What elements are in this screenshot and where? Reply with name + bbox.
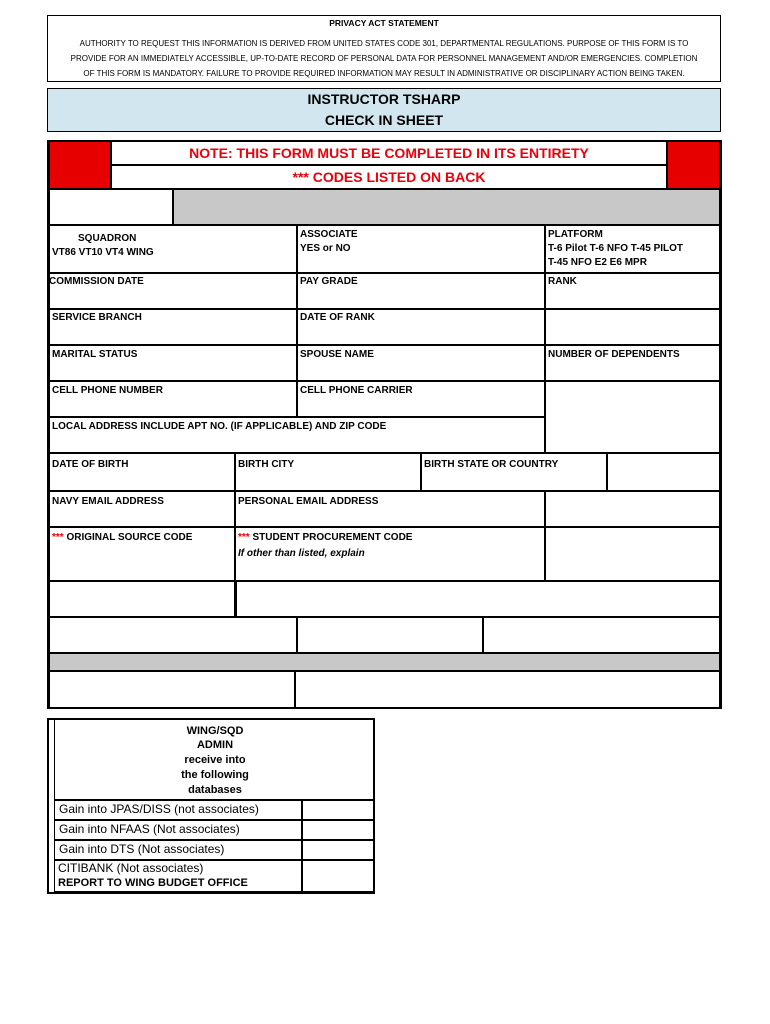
marital-status-label: MARITAL STATUS <box>52 349 138 360</box>
date-of-birth-label: DATE OF BIRTH <box>52 459 129 470</box>
platform-options-2: T-45 NFO E2 E6 MPR <box>548 257 647 268</box>
squadron-label: SQUADRON <box>78 233 137 244</box>
privacy-act-line-2: PROVIDE FOR AN IMMEDIATELY ACCESSIBLE, UP-TO-DATE RECORD OF PERSONAL DATA FOR PERSONNEL MANAGEMENT AND/OR EMERGENCIES. COMPLETION <box>70 54 698 63</box>
platform-label: PLATFORM <box>548 229 603 240</box>
db-check-nfaas[interactable] <box>302 820 374 840</box>
local-address-label: LOCAL ADDRESS INCLUDE APT NO. (IF APPLICABLE) AND ZIP CODE <box>52 421 387 432</box>
pay-grade-field[interactable] <box>297 273 545 309</box>
birth-state-label: BIRTH STATE OR COUNTRY <box>424 459 559 470</box>
birth-state-value[interactable] <box>607 453 720 491</box>
platform-field[interactable] <box>545 225 720 273</box>
db-report-label: REPORT TO WING BUDGET OFFICE <box>58 877 248 889</box>
db-check-jpas[interactable] <box>302 800 374 820</box>
blank-field-2[interactable] <box>235 581 720 617</box>
student-procurement-code-text: STUDENT PROCUREMENT CODE <box>249 532 413 543</box>
squadron-field[interactable] <box>49 225 297 273</box>
email-value[interactable] <box>545 491 720 527</box>
commission-date-label: COMMISSION DATE <box>49 276 144 287</box>
cell-carrier-label: CELL PHONE CARRIER <box>300 385 413 396</box>
codes-stars-1: *** <box>52 532 64 543</box>
db-check-citibank[interactable] <box>302 860 374 892</box>
grey-separator-bar <box>49 653 720 671</box>
marital-status-field[interactable] <box>49 345 297 381</box>
commission-date-field[interactable] <box>49 273 297 309</box>
cell-phone-field[interactable] <box>49 381 297 417</box>
cell-carrier-field[interactable] <box>297 381 545 417</box>
wing-head-line-5: databases <box>188 784 242 796</box>
form-title-line-2: CHECK IN SHEET <box>324 112 444 128</box>
cell-phone-label: CELL PHONE NUMBER <box>52 385 163 396</box>
personal-email-field[interactable] <box>235 491 545 527</box>
dependents-field[interactable] <box>545 345 720 381</box>
navy-email-label: NAVY EMAIL ADDRESS <box>52 496 164 507</box>
rank-label: RANK <box>548 276 577 287</box>
privacy-act-line-1: AUTHORITY TO REQUEST THIS INFORMATION IS DERIVED FROM UNITED STATES CODE 301, DEPARTMENTAL REGULATIONS. PURPOSE OF THIS FORM IS TO <box>79 39 689 48</box>
privacy-act-title: PRIVACY ACT STATEMENT <box>329 18 439 28</box>
wing-head-line-3: receive into <box>184 754 246 766</box>
spouse-name-label: SPOUSE NAME <box>300 349 374 360</box>
if-other-explain-label: If other than listed, explain <box>238 548 365 559</box>
original-source-code-label <box>52 531 192 545</box>
birth-city-field[interactable] <box>235 453 421 491</box>
date-of-rank-field[interactable] <box>297 309 545 345</box>
wing-head-line-4: the following <box>181 769 249 781</box>
db-check-dts[interactable] <box>302 840 374 860</box>
db-citibank-label: CITIBANK (Not associates) <box>58 861 204 875</box>
blank-field-6[interactable] <box>49 671 295 708</box>
db-row-jpas: Gain into JPAS/DISS (not associates) <box>54 800 302 820</box>
privacy-act-box <box>47 15 721 82</box>
red-corner-right <box>667 141 720 189</box>
associate-field[interactable] <box>297 225 545 273</box>
form-title-line-1: INSTRUCTOR TSHARP <box>307 91 461 107</box>
spouse-name-field[interactable] <box>297 345 545 381</box>
note-codes-on-back: *** CODES LISTED ON BACK <box>111 165 667 189</box>
original-source-code-field[interactable] <box>49 527 235 581</box>
pay-grade-label: PAY GRADE <box>300 276 358 287</box>
carrier-address-value[interactable] <box>545 381 720 453</box>
platform-options-1: T-6 Pilot T-6 NFO T-45 PILOT <box>548 243 684 254</box>
form-title <box>47 88 721 132</box>
codes-stars-2: *** <box>238 532 250 543</box>
code-value[interactable] <box>545 527 720 581</box>
name-field-blank[interactable] <box>49 189 173 225</box>
blank-field-5[interactable] <box>483 617 720 653</box>
birth-city-label: BIRTH CITY <box>238 459 295 470</box>
blank-field-7[interactable] <box>295 671 720 708</box>
note-complete-form: NOTE: THIS FORM MUST BE COMPLETED IN ITS ENTIRETY <box>111 141 667 165</box>
wing-admin-header <box>54 720 374 800</box>
blank-field-3[interactable] <box>49 617 297 653</box>
associate-options: YES or NO <box>300 243 351 254</box>
squadron-options: VT86 VT10 VT4 WING <box>52 247 154 258</box>
blank-field-1[interactable] <box>49 581 235 617</box>
db-row-nfaas: Gain into NFAAS (Not associates) <box>54 820 302 840</box>
personal-email-label: PERSONAL EMAIL ADDRESS <box>238 496 379 507</box>
wing-head-line-1: WING/SQD <box>186 725 244 737</box>
birth-state-field[interactable] <box>421 453 607 491</box>
date-of-rank-label: DATE OF RANK <box>300 312 375 323</box>
db-row-citibank <box>54 860 302 892</box>
rank-field[interactable] <box>545 273 720 309</box>
dependents-label: NUMBER OF DEPENDENTS <box>548 349 680 360</box>
date-of-rank-value[interactable] <box>545 309 720 345</box>
navy-email-field[interactable] <box>49 491 235 527</box>
blank-field-4[interactable] <box>297 617 483 653</box>
original-source-code-text: ORIGINAL SOURCE CODE <box>63 532 193 543</box>
service-branch-label: SERVICE BRANCH <box>52 312 142 323</box>
name-header-bar <box>173 189 720 225</box>
db-row-dts: Gain into DTS (Not associates) <box>54 840 302 860</box>
student-procurement-code-label <box>238 531 412 545</box>
student-procurement-code-field[interactable] <box>235 527 545 581</box>
associate-label: ASSOCIATE <box>300 229 358 240</box>
date-of-birth-field[interactable] <box>49 453 235 491</box>
privacy-act-line-3: OF THIS FORM IS MANDATORY. FAILURE TO PROVIDE REQUIRED INFORMATION MAY RESULT IN ADMINISTRATIVE OR DISCIPLINARY ACTION BEING TAKEN. <box>83 69 685 78</box>
service-branch-field[interactable] <box>49 309 297 345</box>
wing-head-line-2: ADMIN <box>196 739 234 751</box>
local-address-field[interactable] <box>49 417 545 453</box>
red-corner-left <box>49 141 111 189</box>
